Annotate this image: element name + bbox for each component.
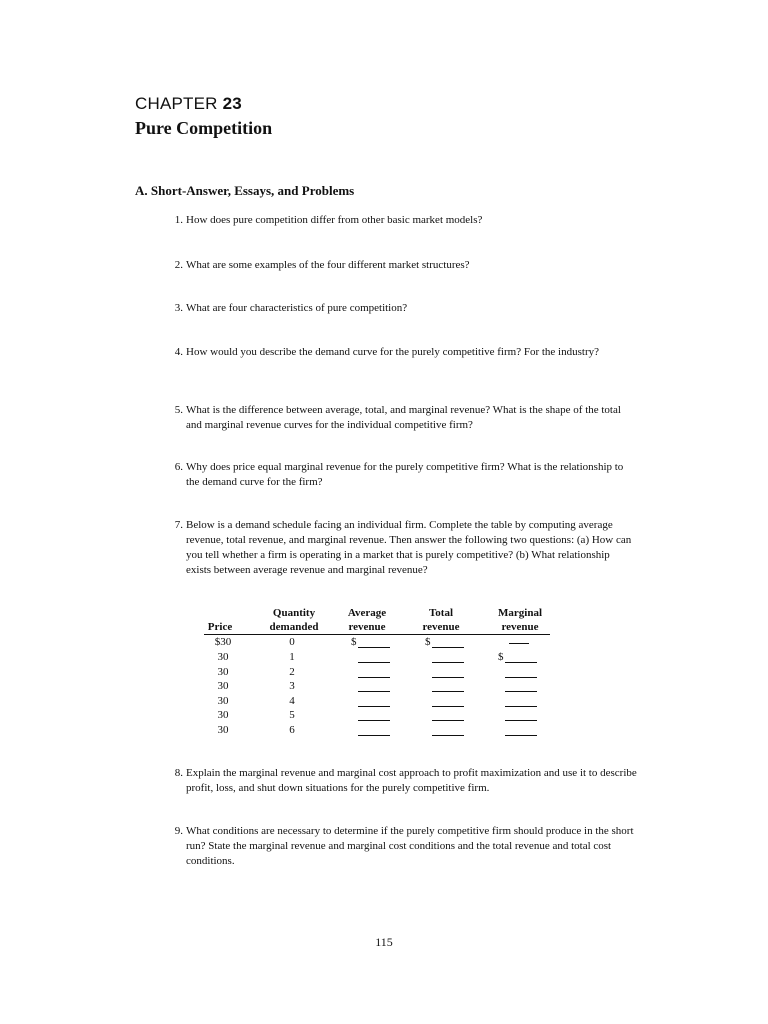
- question-text: Explain the marginal revenue and marginal cost approach to profit maximization and use it to describe profit, loss, and shut down situations for the purely competitive firm.: [186, 767, 637, 794]
- question-5: [167, 403, 637, 433]
- dollar-sign: $: [351, 636, 357, 648]
- header-price: Price: [207, 621, 233, 633]
- question-text: Why does price equal marginal revenue for the purely competitive firm? What is the relationship to the demand curve for the firm?: [186, 461, 624, 488]
- cell-price: 30: [217, 695, 229, 707]
- dollar-sign: $: [425, 636, 431, 648]
- question-text: What conditions are necessary to determine if the purely competitive firm should produce in the short run? State the marginal revenue and marginal cost conditions and the total revenue and total cost conditions.: [186, 825, 634, 867]
- question-3: [167, 301, 637, 316]
- question-number: 1.: [174, 214, 183, 226]
- question-text: How does pure competition differ from other basic market models?: [186, 214, 483, 226]
- answer-blank: [505, 706, 537, 707]
- header-marginal: Marginal: [498, 607, 542, 619]
- answer-blank: [358, 647, 390, 648]
- cell-quantity: 4: [289, 695, 295, 707]
- chapter-word: CHAPTER: [135, 94, 218, 113]
- chapter-number: 23: [222, 94, 242, 113]
- question-number: 4.: [174, 346, 183, 358]
- answer-blank-na: [509, 643, 529, 644]
- answer-blank: [432, 691, 464, 692]
- question-number: 9.: [174, 825, 183, 837]
- answer-blank: [432, 706, 464, 707]
- question-text: What are some examples of the four different market structures?: [186, 259, 470, 271]
- header-quantity: Quantity: [272, 607, 316, 619]
- chapter-title: Pure Competition: [135, 118, 273, 138]
- question-number: 8.: [174, 767, 183, 779]
- cell-price: 30: [217, 724, 229, 736]
- answer-blank: [505, 720, 537, 721]
- question-text: Below is a demand schedule facing an individual firm. Complete the table by computing average revenue, total revenue, and marginal revenue. Then answer the following two questions: (a) How can you tell whether a firm is operating in a market that is purely competitive? (b) What relationship exists between average revenue and marginal revenue?: [186, 519, 632, 576]
- answer-blank: [432, 647, 464, 648]
- question-number: 2.: [174, 259, 183, 271]
- dollar-sign: $: [498, 651, 504, 663]
- header-average: Average: [347, 607, 387, 619]
- question-6: [167, 460, 637, 490]
- section-heading: A. Short-Answer, Essays, and Problems: [135, 183, 355, 198]
- cell-quantity: 0: [289, 636, 295, 648]
- answer-blank: [432, 677, 464, 678]
- answer-blank: [505, 735, 537, 736]
- header-demanded: demanded: [269, 621, 319, 633]
- cell-quantity: 1: [289, 651, 295, 663]
- header-total-revenue: revenue: [422, 621, 460, 633]
- question-1: [167, 213, 637, 228]
- question-number: 6.: [174, 461, 183, 473]
- question-8: [167, 766, 637, 796]
- page-number: 115: [375, 935, 393, 949]
- cell-price: 30: [217, 680, 229, 692]
- cell-price: 30: [217, 666, 229, 678]
- question-text: What are four characteristics of pure competition?: [186, 302, 408, 314]
- cell-quantity: 3: [289, 680, 295, 692]
- question-2: [167, 258, 637, 273]
- answer-blank: [358, 720, 390, 721]
- answer-blank: [432, 662, 464, 663]
- answer-blank: [358, 706, 390, 707]
- question-number: 7.: [174, 519, 183, 531]
- answer-blank: [358, 662, 390, 663]
- answer-blank: [505, 662, 537, 663]
- header-rule: [204, 634, 550, 635]
- answer-blank: [358, 677, 390, 678]
- cell-quantity: 2: [289, 666, 295, 678]
- header-total: Total: [428, 607, 454, 619]
- answer-blank: [358, 691, 390, 692]
- answer-blank: [432, 735, 464, 736]
- chapter-label: [135, 94, 242, 114]
- answer-blank: [505, 677, 537, 678]
- header-marginal-revenue: revenue: [501, 621, 539, 633]
- answer-blank: [358, 735, 390, 736]
- answer-blank: [505, 691, 537, 692]
- question-4: [167, 345, 637, 360]
- question-number: 3.: [174, 302, 183, 314]
- cell-quantity: 6: [289, 724, 295, 736]
- answer-blank: [432, 720, 464, 721]
- question-text: How would you describe the demand curve for the purely competitive firm? For the industry?: [186, 346, 599, 358]
- question-number: 5.: [174, 404, 183, 416]
- question-text: What is the difference between average, total, and marginal revenue? What is the shape of the total and marginal revenue curves for the individual competitive firm?: [186, 404, 621, 431]
- cell-quantity: 5: [289, 709, 295, 721]
- cell-price: 30: [217, 709, 229, 721]
- question-9: [167, 824, 637, 869]
- cell-price: 30: [217, 651, 229, 663]
- header-average-revenue: revenue: [348, 621, 386, 633]
- cell-price: $30: [214, 636, 232, 648]
- question-7: [167, 518, 637, 578]
